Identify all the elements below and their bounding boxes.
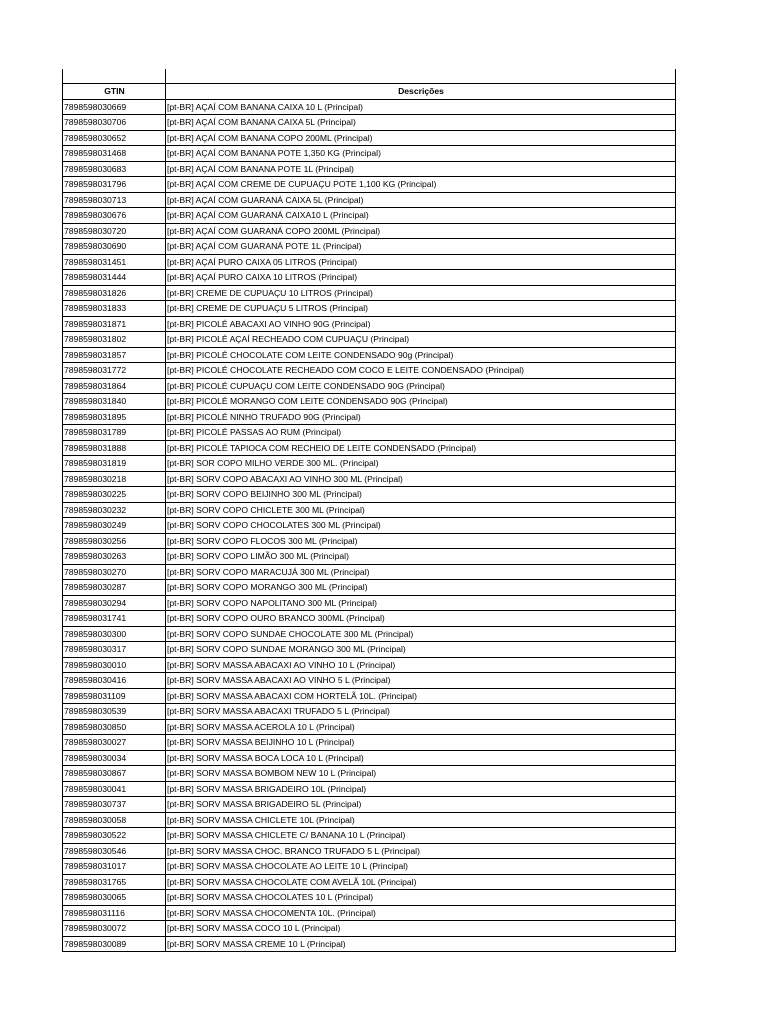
gtin-cell: 7898598031451 xyxy=(63,254,166,270)
gtin-cell: 7898598030027 xyxy=(63,735,166,751)
gtin-cell: 7898598031857 xyxy=(63,347,166,363)
table-row xyxy=(63,146,676,162)
description-cell: [pt-BR] AÇAÍ COM GUARANÁ POTE 1L (Principal) xyxy=(166,239,676,255)
description-cell: [pt-BR] AÇAÍ COM CREME DE CUPUAÇU POTE 1,100 KG (Principal) xyxy=(166,177,676,193)
description-cell: [pt-BR] SORV MASSA CHOCOLATE AO LEITE 10 L (Principal) xyxy=(166,859,676,875)
product-table-sheet xyxy=(62,69,675,952)
description-cell: [pt-BR] SORV COPO MARACUJÁ 300 ML (Principal) xyxy=(166,564,676,580)
gtin-cell: 7898598030652 xyxy=(63,130,166,146)
gtin-cell: 7898598030287 xyxy=(63,580,166,596)
gtin-cell: 7898598030010 xyxy=(63,657,166,673)
table-row xyxy=(63,533,676,549)
gtin-cell: 7898598030416 xyxy=(63,673,166,689)
gtin-cell: 7898598030713 xyxy=(63,192,166,208)
table-row xyxy=(63,363,676,379)
description-cell: [pt-BR] AÇAÍ COM BANANA CAIXA 10 L (Principal) xyxy=(166,99,676,115)
table-row xyxy=(63,719,676,735)
gtin-cell: 7898598030065 xyxy=(63,890,166,906)
description-cell: [pt-BR] PICOLÉ PASSAS AO RUM (Principal) xyxy=(166,425,676,441)
table-row xyxy=(63,595,676,611)
table-row xyxy=(63,440,676,456)
description-cell: [pt-BR] SORV MASSA ABACAXI TRUFADO 5 L (Principal) xyxy=(166,704,676,720)
gtin-cell: 7898598031895 xyxy=(63,409,166,425)
description-cell: [pt-BR] AÇAÍ COM GUARANÁ CAIXA 5L (Principal) xyxy=(166,192,676,208)
table-row xyxy=(63,487,676,503)
table-row xyxy=(63,518,676,534)
description-cell: [pt-BR] SORV MASSA CHICLETE C/ BANANA 10 L (Principal) xyxy=(166,828,676,844)
table-row xyxy=(63,673,676,689)
description-cell: [pt-BR] PICOLÉ NINHO TRUFADO 90G (Principal) xyxy=(166,409,676,425)
table-row xyxy=(63,812,676,828)
description-cell: [pt-BR] PICOLÉ TAPIOCA COM RECHEIO DE LEITE CONDENSADO (Principal) xyxy=(166,440,676,456)
table-row xyxy=(63,549,676,565)
description-cell: [pt-BR] SORV COPO SUNDAE CHOCOLATE 300 ML (Principal) xyxy=(166,626,676,642)
description-cell: [pt-BR] SORV MASSA COCO 10 L (Principal) xyxy=(166,921,676,937)
description-cell: [pt-BR] SORV MASSA CHOC. BRANCO TRUFADO 5 L (Principal) xyxy=(166,843,676,859)
description-cell: [pt-BR] SORV MASSA ABACAXI AO VINHO 10 L (Principal) xyxy=(166,657,676,673)
table-row xyxy=(63,332,676,348)
description-cell: [pt-BR] SORV MASSA ABACAXI AO VINHO 5 L (Principal) xyxy=(166,673,676,689)
gtin-cell: 7898598031772 xyxy=(63,363,166,379)
description-cell: [pt-BR] SORV COPO CHOCOLATES 300 ML (Principal) xyxy=(166,518,676,534)
description-cell: [pt-BR] SORV COPO NAPOLITANO 300 ML (Principal) xyxy=(166,595,676,611)
description-cell: [pt-BR] SORV MASSA CHOCOMENTA 10L. (Principal) xyxy=(166,905,676,921)
gtin-cell: 7898598030867 xyxy=(63,766,166,782)
gtin-cell: 7898598031796 xyxy=(63,177,166,193)
table-row xyxy=(63,239,676,255)
description-cell: [pt-BR] PICOLÉ ABACAXI AO VINHO 90G (Principal) xyxy=(166,316,676,332)
blank-cell xyxy=(166,69,676,84)
table-row xyxy=(63,704,676,720)
description-cell: [pt-BR] SORV MASSA CHOCOLATE COM AVELÃ 10L (Principal) xyxy=(166,874,676,890)
gtin-cell: 7898598031819 xyxy=(63,456,166,472)
table-row xyxy=(63,936,676,952)
table-row xyxy=(63,115,676,131)
table-row xyxy=(63,626,676,642)
description-cell: [pt-BR] SORV COPO BEIJINHO 300 ML (Principal) xyxy=(166,487,676,503)
gtin-cell: 7898598030737 xyxy=(63,797,166,813)
description-cell: [pt-BR] SORV COPO LIMÃO 300 ML (Principal) xyxy=(166,549,676,565)
description-cell: [pt-BR] SORV MASSA BOCA LOCA 10 L (Principal) xyxy=(166,750,676,766)
gtin-cell: 7898598031871 xyxy=(63,316,166,332)
description-cell: [pt-BR] AÇAÍ COM GUARANÁ CAIXA10 L (Principal) xyxy=(166,208,676,224)
gtin-cell: 7898598031833 xyxy=(63,301,166,317)
table-row xyxy=(63,905,676,921)
gtin-cell: 7898598030706 xyxy=(63,115,166,131)
gtin-cell: 7898598031789 xyxy=(63,425,166,441)
table-row xyxy=(63,750,676,766)
table-row xyxy=(63,843,676,859)
table-row xyxy=(63,766,676,782)
gtin-cell: 7898598030249 xyxy=(63,518,166,534)
gtin-cell: 7898598030089 xyxy=(63,936,166,952)
description-cell: [pt-BR] SORV COPO SUNDAE MORANGO 300 ML (Principal) xyxy=(166,642,676,658)
table-row xyxy=(63,409,676,425)
table-row xyxy=(63,161,676,177)
table-row xyxy=(63,270,676,286)
table-row xyxy=(63,564,676,580)
description-cell: [pt-BR] SORV COPO CHICLETE 300 ML (Principal) xyxy=(166,502,676,518)
table-row xyxy=(63,394,676,410)
table-row xyxy=(63,301,676,317)
blank-row xyxy=(63,69,676,84)
gtin-cell: 7898598031444 xyxy=(63,270,166,286)
table-row xyxy=(63,921,676,937)
gtin-cell: 7898598030072 xyxy=(63,921,166,937)
description-cell: [pt-BR] SORV MASSA CREME 10 L (Principal) xyxy=(166,936,676,952)
gtin-cell: 7898598031017 xyxy=(63,859,166,875)
gtin-cell: 7898598030539 xyxy=(63,704,166,720)
gtin-header: GTIN xyxy=(63,84,166,100)
table-row xyxy=(63,735,676,751)
gtin-cell: 7898598030270 xyxy=(63,564,166,580)
gtin-cell: 7898598031840 xyxy=(63,394,166,410)
description-cell: [pt-BR] SORV COPO MORANGO 300 ML (Principal) xyxy=(166,580,676,596)
table-row xyxy=(63,425,676,441)
description-cell: [pt-BR] SORV COPO FLOCOS 300 ML (Principal) xyxy=(166,533,676,549)
table-row xyxy=(63,130,676,146)
description-cell: [pt-BR] SORV MASSA BOMBOM NEW 10 L (Principal) xyxy=(166,766,676,782)
description-cell: [pt-BR] PICOLÉ CHOCOLATE RECHEADO COM COCO E LEITE CONDENSADO (Principal) xyxy=(166,363,676,379)
table-row xyxy=(63,347,676,363)
description-cell: [pt-BR] SORV MASSA CHOCOLATES 10 L (Principal) xyxy=(166,890,676,906)
description-cell: [pt-BR] SORV MASSA ACEROLA 10 L (Principal) xyxy=(166,719,676,735)
table-row xyxy=(63,456,676,472)
table-row xyxy=(63,859,676,875)
gtin-cell: 7898598030546 xyxy=(63,843,166,859)
gtin-cell: 7898598030041 xyxy=(63,781,166,797)
gtin-cell: 7898598030317 xyxy=(63,642,166,658)
gtin-cell: 7898598031109 xyxy=(63,688,166,704)
gtin-cell: 7898598030294 xyxy=(63,595,166,611)
description-cell: [pt-BR] CREME DE CUPUAÇU 10 LITROS (Principal) xyxy=(166,285,676,301)
table-row xyxy=(63,99,676,115)
gtin-cell: 7898598030676 xyxy=(63,208,166,224)
gtin-cell: 7898598031888 xyxy=(63,440,166,456)
table-row xyxy=(63,781,676,797)
table-row xyxy=(63,797,676,813)
description-cell: [pt-BR] PICOLÉ CHOCOLATE COM LEITE CONDENSADO 90g (Principal) xyxy=(166,347,676,363)
description-cell: [pt-BR] SORV MASSA BEIJINHO 10 L (Principal) xyxy=(166,735,676,751)
gtin-cell: 7898598031826 xyxy=(63,285,166,301)
table-row xyxy=(63,471,676,487)
table-row xyxy=(63,642,676,658)
table-row xyxy=(63,890,676,906)
gtin-cell: 7898598030683 xyxy=(63,161,166,177)
header-row xyxy=(63,84,676,100)
gtin-cell: 7898598030300 xyxy=(63,626,166,642)
gtin-cell: 7898598031765 xyxy=(63,874,166,890)
description-cell: [pt-BR] CREME DE CUPUAÇU 5 LITROS (Principal) xyxy=(166,301,676,317)
table-row xyxy=(63,378,676,394)
description-cell: [pt-BR] SORV MASSA CHICLETE 10L (Principal) xyxy=(166,812,676,828)
description-cell: [pt-BR] AÇAÍ PURO CAIXA 10 LITROS (Principal) xyxy=(166,270,676,286)
table-row xyxy=(63,611,676,627)
description-cell: [pt-BR] SORV MASSA ABACAXI COM HORTELÃ 10L. (Principal) xyxy=(166,688,676,704)
description-cell: [pt-BR] SORV COPO OURO BRANCO 300ML (Principal) xyxy=(166,611,676,627)
description-cell: [pt-BR] AÇAÍ COM BANANA COPO 200ML (Principal) xyxy=(166,130,676,146)
description-cell: [pt-BR] AÇAÍ PURO CAIXA 05 LITROS (Principal) xyxy=(166,254,676,270)
description-cell: [pt-BR] SORV MASSA BRIGADEIRO 5L (Principal) xyxy=(166,797,676,813)
table-row xyxy=(63,254,676,270)
description-cell: [pt-BR] SORV MASSA BRIGADEIRO 10L (Principal) xyxy=(166,781,676,797)
gtin-cell: 7898598030522 xyxy=(63,828,166,844)
table-row xyxy=(63,874,676,890)
table-row xyxy=(63,177,676,193)
table-row xyxy=(63,223,676,239)
gtin-cell: 7898598030850 xyxy=(63,719,166,735)
table-row xyxy=(63,208,676,224)
table-row xyxy=(63,828,676,844)
description-cell: [pt-BR] PICOLÉ AÇAÍ RECHEADO COM CUPUAÇU (Principal) xyxy=(166,332,676,348)
description-cell: [pt-BR] PICOLÉ CUPUAÇU COM LEITE CONDENSADO 90G (Principal) xyxy=(166,378,676,394)
gtin-cell: 7898598030225 xyxy=(63,487,166,503)
gtin-cell: 7898598031864 xyxy=(63,378,166,394)
table-row xyxy=(63,192,676,208)
gtin-cell: 7898598030690 xyxy=(63,239,166,255)
description-cell: [pt-BR] PICOLÉ MORANGO COM LEITE CONDENSADO 90G (Principal) xyxy=(166,394,676,410)
table-row xyxy=(63,580,676,596)
description-cell: [pt-BR] AÇAÍ COM BANANA CAIXA 5L (Principal) xyxy=(166,115,676,131)
description-cell: [pt-BR] SOR COPO MILHO VERDE 300 ML. (Principal) xyxy=(166,456,676,472)
gtin-cell: 7898598030263 xyxy=(63,549,166,565)
gtin-cell: 7898598030058 xyxy=(63,812,166,828)
gtin-cell: 7898598031802 xyxy=(63,332,166,348)
gtin-cell: 7898598031116 xyxy=(63,905,166,921)
gtin-cell: 7898598030218 xyxy=(63,471,166,487)
description-cell: [pt-BR] SORV COPO ABACAXI AO VINHO 300 ML (Principal) xyxy=(166,471,676,487)
table-row xyxy=(63,316,676,332)
descricoes-header: Descrições xyxy=(166,84,676,100)
description-cell: [pt-BR] AÇAÍ COM BANANA POTE 1,350 KG (Principal) xyxy=(166,146,676,162)
description-cell: [pt-BR] AÇAÍ COM GUARANÁ COPO 200ML (Principal) xyxy=(166,223,676,239)
gtin-cell: 7898598030669 xyxy=(63,99,166,115)
table-row xyxy=(63,502,676,518)
gtin-cell: 7898598031468 xyxy=(63,146,166,162)
blank-cell xyxy=(63,69,166,84)
gtin-cell: 7898598030720 xyxy=(63,223,166,239)
table-row xyxy=(63,657,676,673)
product-table xyxy=(62,69,676,952)
table-row xyxy=(63,688,676,704)
gtin-cell: 7898598030034 xyxy=(63,750,166,766)
description-cell: [pt-BR] AÇAÍ COM BANANA POTE 1L (Principal) xyxy=(166,161,676,177)
gtin-cell: 7898598030232 xyxy=(63,502,166,518)
gtin-cell: 7898598030256 xyxy=(63,533,166,549)
gtin-cell: 7898598031741 xyxy=(63,611,166,627)
table-row xyxy=(63,285,676,301)
